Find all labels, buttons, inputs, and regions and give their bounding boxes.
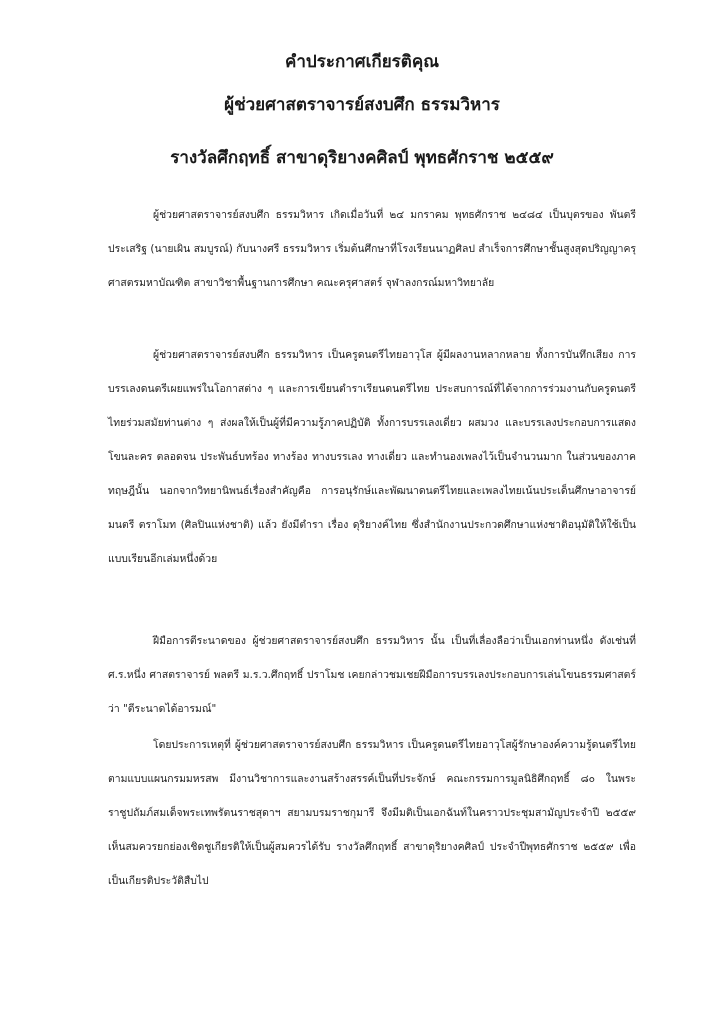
paragraph-works: ผู้ช่วยศาสตราจารย์สงบศึก ธรรมวิหาร เป็นครูดนตรีไทยอาวุโส ผู้มีผลงานหลากหลาย ทั้งการบันทึกเสียง การบรรเลงดนตรีเผยแพร่ในโอกาสต่าง ๆ และการเขียนตำราเรียนดนตรีไทย ประสบการณ์ที่ได้จากการร่วมงานกับครูดนตรีไทยร่วมสมัยท่านต่าง ๆ ส่งผลให้เป็นผู้ที่มีความรู้ภาคปฏิบัติ ทั้งการบรรเลงเดี่ยว ผสมวง และบรรเลงประกอบการแสดงโขนละคร ตลอดจน ประพันธ์บทร้อง ทางร้อง ทางบรรเลง ทางเดี่ยว และทำนองเพลงไว้เป็นจำนวนมาก ในส่วนของภาคทฤษฎีนั้น นอกจากวิทยานิพนธ์เรื่องสำคัญคือ การอนุรักษ์และพัฒนาดนตรีไทยและเพลงไทยเน้นประเด็นศึกษาอาจารย์มนตรี ตราโมท (ศิลปินแห่งชาติ) แล้ว ยังมีตำรา เรื่อง ดุริยางค์ไทย ซึ่งสำนักงานประกวดศึกษาแห่งชาติอนุมัติให้ใช้เป็นแบบเรียนอีกเล่มหนึ่งด้วย (108, 349, 636, 565)
paragraph-skill: ฝีมือการตีระนาดของ ผู้ช่วยศาสตราจารย์สงบศึก ธรรมวิหาร นั้น เป็นที่เลื่องลือว่าเป็นเอกท่านหนึ่ง ดังเช่นที่ ศ.ร.หนึ่ง ศาสตราจารย์ พลตรี ม.ร.ว.ศึกฤทธิ์ ปราโมช เคยกล่าวชมเชยฝีมือการบรรเลงประกอบการเล่นโขนธรรมศาสตร์ว่า "ตีระนาดได้อารมณ์" (108, 635, 636, 715)
document-title: คำประกาศเกียรติคุณ (285, 52, 439, 72)
paragraph-award-resolution: โดยประการเหตุที่ ผู้ช่วยศาสตราจารย์สงบศึก ธรรมวิหาร เป็นครูดนตรีไทยอาวุโสผู้รักษาองค์ความรู้ดนตรีไทยตามแบบแผนกรมมหรสพ มีงานวิชาการและงานสร้างสรรค์เป็นที่ประจักษ์ คณะกรรมการมูลนิธิศึกฤทธิ์ ๘๐ ในพระราชูปถัมภ์สมเด็จพระเทพรัตนราชสุดาฯ สยามบรมราชกุมารี จึงมีมติเป็นเอกฉันท์ในคราวประชุมสามัญประจำปี ๒๕๕๙ เห็นสมควรยกย่องเชิดชูเกียรติให้เป็นผู้สมควรได้รับ รางวัลศึกฤทธิ์ สาขาดุริยางคศิลป์ ประจำปีพุทธศักราช ๒๕๕๙ เพื่อเป็นเกียรติประวัติสืบไป (108, 739, 636, 887)
honoree-name: ผู้ช่วยศาสตราจารย์สงบศึก ธรรมวิหาร (224, 95, 500, 115)
paragraph-biography: ผู้ช่วยศาสตราจารย์สงบศึก ธรรมวิหาร เกิดเมื่อวันที่ ๒๔ มกราคม พุทธศักราช ๒๔๘๔ เป็นบุตรของ พันตรีประเสริฐ (นายเผิน สมบูรณ์) กับนางศรี ธรรมวิหาร เริ่มต้นศึกษาที่โรงเรียนนาฏศิลป สำเร็จการศึกษาชั้นสูงสุดปริญญาครุศาสตรมหาบัณฑิต สาขาวิชาพื้นฐานการศึกษา คณะครุศาสตร์ จุฬาลงกรณ์มหาวิทยาลัย (108, 209, 636, 289)
award-name: รางวัลศึกฤทธิ์ สาขาดุริยางคศิลป์ พุทธศักราช ๒๕๕๙ (170, 148, 554, 168)
